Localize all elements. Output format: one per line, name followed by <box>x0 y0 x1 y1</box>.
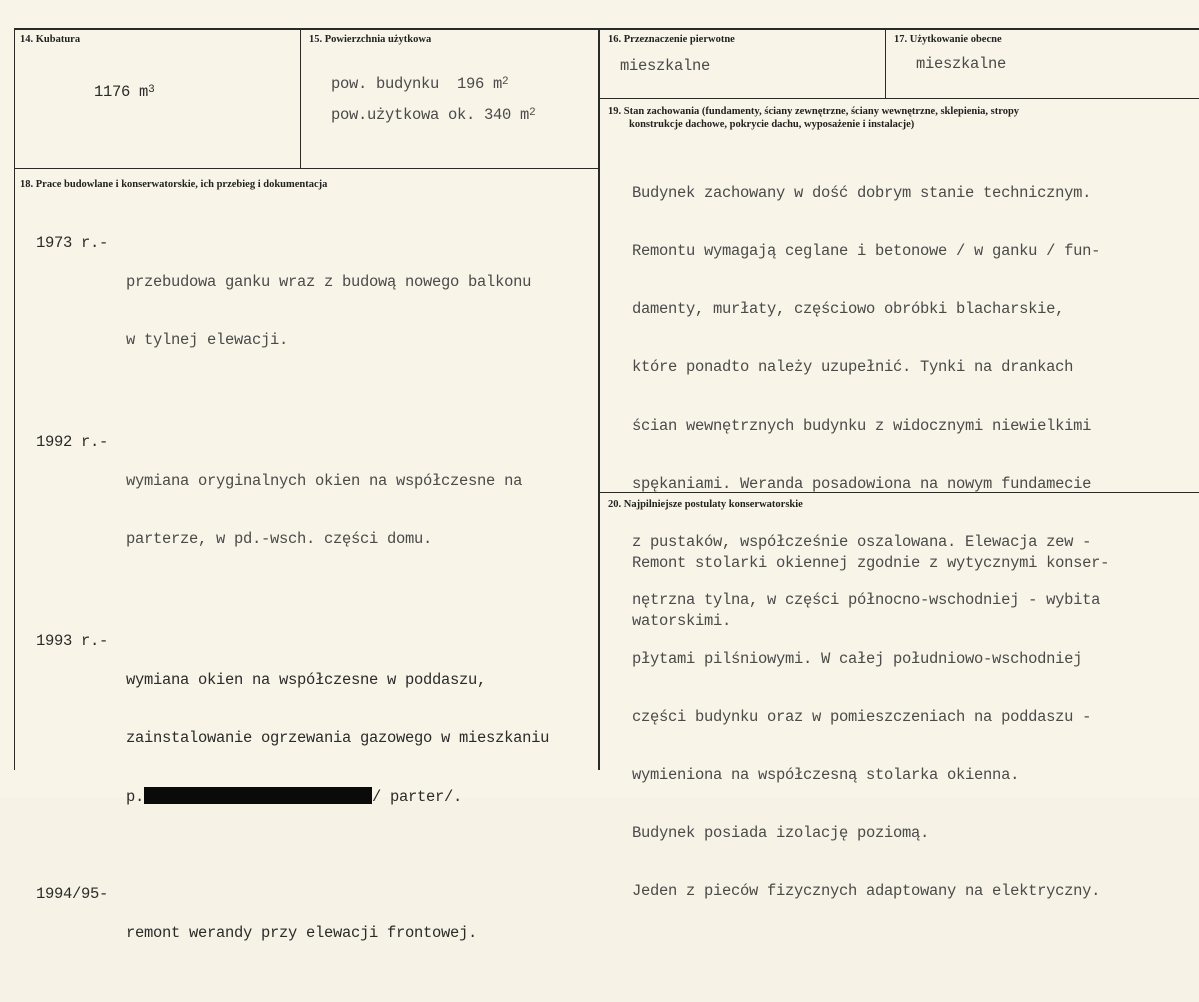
postulate-line: watorskimi. <box>632 612 732 631</box>
field-14-value <box>76 64 154 105</box>
work-line: zainstalowanie ogrzewania gazowego w mieszkaniu <box>126 728 550 747</box>
building-area: pow. budynku 196 m <box>331 75 503 94</box>
field-19-label-2: konstrukcje dachowe, pokrycie dachu, wyposażenie i instalacje) <box>629 119 915 130</box>
building-area-exp: 2 <box>502 76 509 89</box>
condition-line: ścian wewnętrznych budynku z widocznymi niewielkimi <box>632 416 1092 435</box>
work-line: remont werandy przy elewacji frontowej. <box>126 924 478 943</box>
work-entry <box>36 885 549 982</box>
cubature-exponent: 3 <box>148 84 155 97</box>
work-line-prefix: p. <box>126 788 145 807</box>
work-entry <box>36 234 549 389</box>
condition-line: Remontu wymagają ceglane i betonowe / w ganku / fun- <box>632 242 1101 261</box>
field-15-label: 15. Powierzchnia użytkowa <box>309 34 432 45</box>
field-17-value: mieszkalne <box>916 55 1007 73</box>
divider-h-right1 <box>598 98 1199 99</box>
work-year: 1994/95- <box>36 885 109 904</box>
usable-area-exp: 2 <box>529 107 536 120</box>
cubature-value: 1176 <box>94 83 131 102</box>
field-17-label: 17. Użytkowanie obecne <box>894 34 1002 45</box>
condition-line: wymieniona na współczesną stolarka okienna. <box>632 766 1020 784</box>
field-20-text <box>632 515 1109 651</box>
field-18-label: 18. Prace budowlane i konserwatorskie, ich przebieg i dokumentacja <box>20 179 328 190</box>
divider-v3 <box>885 28 886 99</box>
redaction-bar <box>144 787 372 804</box>
condition-line: części budynku oraz w pomieszczeniach na poddaszu - <box>632 707 1092 726</box>
work-line: przebudowa ganku wraz z budową nowego balkonu <box>126 272 532 291</box>
field-19-label-1: 19. Stan zachowania (fundamenty, ściany zewnętrzne, ściany wewnętrzne, sklepienia, stropy <box>608 106 1020 117</box>
field-20-label: 20. Najpilniejsze postulaty konserwatorskie <box>608 499 803 510</box>
condition-line: Jeden z pieców fizycznych adaptowany na elektryczny. <box>632 882 1101 901</box>
condition-line: które ponadto należy uzupełnić. Tynki na drankach <box>632 358 1074 377</box>
usable-area: pow.użytkowa ok. 340 m <box>331 106 530 125</box>
work-year: 1973 r.- <box>36 233 109 252</box>
condition-line: z pustaków, współcześnie oszalowana. Elewacja zew - <box>632 533 1092 552</box>
work-entry <box>36 433 549 588</box>
frame-left <box>14 28 15 770</box>
condition-line: płytami pilśniowymi. W całej południowo-wschodniej <box>632 649 1083 668</box>
field-14-label: 14. Kubatura <box>20 34 81 45</box>
postulate-line: Remont stolarki okiennej zgodnie z wytycznymi konser- <box>632 553 1110 572</box>
work-entry <box>36 632 549 846</box>
field-18-text <box>36 195 549 1002</box>
divider-h-left <box>14 168 600 169</box>
divider-v1 <box>300 28 301 169</box>
condition-line: nętrzna tylna, w części północno-wschodniej - wybita <box>632 591 1101 610</box>
divider-v2 <box>598 28 600 770</box>
work-line: w tylnej elewacji. <box>126 330 289 349</box>
work-line: parterze, w pd.-wsch. części domu. <box>126 529 433 548</box>
condition-line: spękaniami. Weranda posadowiona na nowym fundamecie <box>632 474 1092 493</box>
cubature-unit: m <box>139 83 149 102</box>
work-line: wymiana oryginalnych okien na współczesne na <box>126 471 523 490</box>
work-line-suffix: / parter/. <box>372 788 463 807</box>
work-line-redacted <box>126 787 549 807</box>
condition-line: Budynek zachowany w dość dobrym stanie technicznym. <box>632 183 1092 202</box>
work-year: 1993 r.- <box>36 631 109 650</box>
work-year: 1992 r.- <box>36 432 109 451</box>
condition-line: damenty, murłaty, częściowo obróbki blacharskie, <box>632 300 1065 319</box>
field-15-line2 <box>313 87 535 128</box>
field-16-value: mieszkalne <box>620 57 711 75</box>
field-16-label: 16. Przeznaczenie pierwotne <box>608 34 735 45</box>
condition-line: Budynek posiada izolację poziomą. <box>632 824 930 843</box>
frame-top <box>14 28 1199 30</box>
work-line: wymiana okien na współczesne w poddaszu, <box>126 670 487 689</box>
